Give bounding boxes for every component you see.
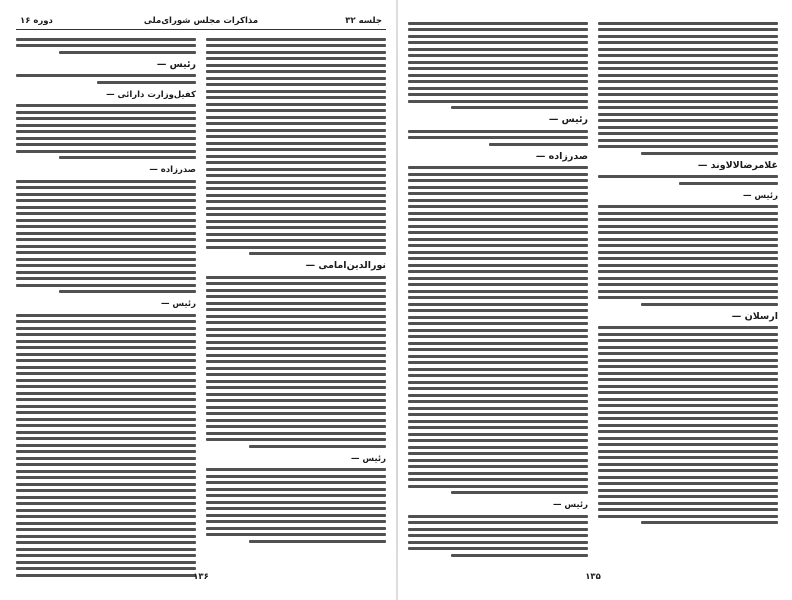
right-page-column-right bbox=[408, 18, 588, 580]
speech bbox=[408, 114, 588, 146]
binding-gutter bbox=[396, 0, 398, 600]
speech bbox=[408, 151, 588, 495]
left-session-label: جلسه ۳۲ bbox=[345, 16, 382, 26]
speech bbox=[206, 453, 386, 543]
speaker-name: ارسلان — bbox=[731, 310, 778, 322]
left-running-head bbox=[16, 14, 386, 30]
paragraph bbox=[408, 22, 588, 110]
speaker-name: رئیس — bbox=[350, 453, 386, 464]
speaker-name: غلامرضا‌لالا‌وند — bbox=[697, 159, 778, 171]
right-page bbox=[408, 14, 778, 580]
paragraph bbox=[206, 38, 386, 256]
speech bbox=[598, 190, 778, 306]
left-columns bbox=[16, 34, 386, 580]
speaker-name: رئیس — bbox=[548, 114, 588, 125]
speech bbox=[408, 499, 588, 557]
speech bbox=[16, 298, 196, 580]
speaker-name: صدرزاده — bbox=[149, 165, 196, 175]
left-page-column-left bbox=[206, 34, 386, 580]
right-page-number: ۱۳۵ bbox=[585, 572, 601, 580]
speaker-name: نورالدین‌امامی — bbox=[305, 260, 386, 271]
speech bbox=[16, 59, 196, 84]
speaker-name: کفیل‌وزارت دارائی — bbox=[106, 89, 196, 100]
speaker-name: رئیس — bbox=[156, 58, 196, 70]
speaker-name: رئیس — bbox=[552, 500, 588, 510]
speaker-name: رئیس — bbox=[742, 190, 778, 201]
left-period-label: دوره ۱۶ bbox=[20, 16, 53, 26]
speaker-name: صدرزاده — bbox=[535, 150, 588, 162]
paragraph bbox=[16, 38, 196, 54]
right-columns bbox=[408, 18, 778, 580]
speech bbox=[16, 164, 196, 293]
left-page-number: ۱۳۶ bbox=[193, 572, 209, 580]
speaker-name: رئیس — bbox=[160, 299, 196, 309]
speech bbox=[598, 160, 778, 185]
paragraph bbox=[598, 22, 778, 155]
left-page bbox=[16, 14, 386, 580]
right-page-column-left bbox=[598, 18, 778, 580]
speech bbox=[598, 311, 778, 525]
left-page-column-right bbox=[16, 34, 196, 580]
speech bbox=[16, 89, 196, 160]
speech bbox=[206, 260, 386, 448]
left-journal-title: مذاکرات مجلس شورای‌ملی bbox=[143, 16, 259, 26]
